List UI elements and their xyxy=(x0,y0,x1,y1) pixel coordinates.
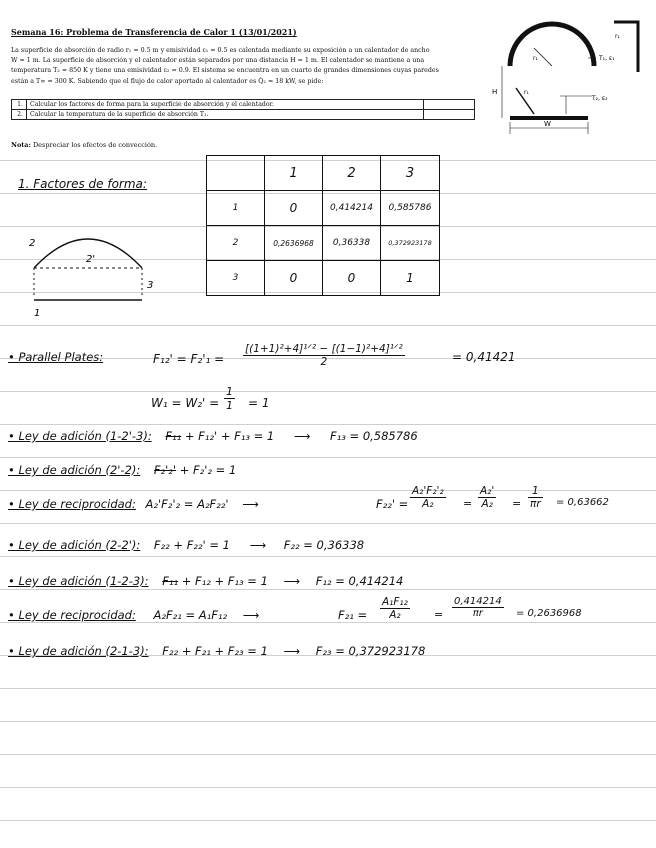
eq-result: F₁₃ = 0,585786 xyxy=(330,429,418,443)
tasks-table xyxy=(11,99,475,120)
view-factor-matrix xyxy=(206,155,440,296)
matrix-cell: 0,414214 xyxy=(323,191,381,226)
eq-terms: A₂F₂₁ = A₁F₁₂ xyxy=(153,608,228,622)
eq-parallel-result: = 0,41421 xyxy=(452,350,516,364)
statement-line: La superficie de absorción de radio r₁ = 0.5 m y emisividad ε₁ = 0.5 es calentada mediante su exposición a un calentador de ancho xyxy=(11,47,430,54)
eq-adicion-4 xyxy=(8,574,403,588)
matrix-cell: 0,372923178 xyxy=(381,226,440,261)
eq-label: • Ley de adición (2-2'): xyxy=(8,538,141,552)
eq-label: • Ley de adición (1-2-3): xyxy=(8,574,149,588)
frac-numerator: A₂'F₂'₂ xyxy=(412,485,444,497)
matrix-cell: 0,2636968 xyxy=(265,226,323,261)
eq-adicion-1 xyxy=(8,429,418,443)
fig-label-h: H xyxy=(492,88,498,96)
task-text: Calcular la temperatura de la superficie de absorción T₁. xyxy=(27,110,424,120)
problem-title: Semana 16: Problema de Transferencia de Calor 1 (13/01/2021) xyxy=(11,27,297,37)
eq-recip1-f: F₂₂' = xyxy=(376,497,409,511)
eq-recip1-frac3 xyxy=(528,485,543,510)
problem-figure xyxy=(488,16,648,142)
matrix-row-label: 1 xyxy=(207,191,265,226)
eq-terms: + F₁₂' + F₁₃ = 1 xyxy=(181,429,275,443)
eq-label: • Ley de reciprocidad: xyxy=(8,497,136,511)
eq-result: F₁₂ = 0,414214 xyxy=(315,574,404,588)
matrix-header: 2 xyxy=(323,156,381,191)
matrix-row-label: 3 xyxy=(207,261,265,296)
eq-w-lhs: W₁ = W₂' = xyxy=(151,396,220,410)
arrow-icon: ⟶ xyxy=(293,429,311,443)
eq-adicion-3 xyxy=(8,538,364,552)
frac-denominator: 2 xyxy=(320,356,328,368)
fig-label-corner: r₁ xyxy=(615,33,620,40)
eq-parallel-plates xyxy=(8,350,103,364)
task-row xyxy=(12,110,475,120)
eq-recip1-result: = 0,63662 xyxy=(556,497,609,508)
task-blank xyxy=(424,100,475,110)
frac-denominator: A₂ xyxy=(481,498,493,510)
fig-label-t2: T₂, ε₂ xyxy=(592,95,608,102)
task-row xyxy=(12,100,475,110)
sketch-label-2p: 2' xyxy=(86,254,96,265)
eq-label: • Ley de adición (2-1-3): xyxy=(8,644,149,658)
eq-reciprocidad-2 xyxy=(8,608,259,622)
arrow-icon: ⟶ xyxy=(283,644,301,658)
fig-label-r: r₁ xyxy=(533,55,538,62)
eq-label: • Ley de adición (1-2'-3): xyxy=(8,429,152,443)
eq-adicion-5 xyxy=(8,644,425,658)
frac-denominator: πr xyxy=(530,498,541,510)
matrix-cell: 0,585786 xyxy=(381,191,440,226)
matrix-header: 3 xyxy=(381,156,440,191)
matrix-row-label: 2 xyxy=(207,226,265,261)
task-number: 1. xyxy=(12,100,27,110)
eq-body xyxy=(162,574,268,588)
fig-label-q: r₁ xyxy=(524,89,529,96)
eq-label: • Ley de adición (2'-2): xyxy=(8,463,141,477)
equals-sign: = xyxy=(463,497,473,510)
eq-parallel-lhs: F₁₂' = F₂'₁ = xyxy=(153,352,225,366)
eq-recip1-frac1 xyxy=(410,485,446,510)
eq-body xyxy=(165,429,274,443)
frac-denominator: πr xyxy=(472,608,483,619)
eq-result: F₂₂ = 0,36338 xyxy=(283,538,365,552)
eq-recip2-f: F₂₁ = xyxy=(338,608,368,622)
eq-strike-term: F₂'₂' xyxy=(153,463,177,477)
problem-statement xyxy=(11,46,477,87)
matrix-cell: 0 xyxy=(323,261,381,296)
arrow-icon: ⟶ xyxy=(283,574,301,588)
eq-label: • Ley de reciprocidad: xyxy=(8,608,136,622)
eq-result: F₂₃ = 0,372923178 xyxy=(315,644,426,658)
matrix-row xyxy=(207,191,440,226)
frac-numerator: 1 xyxy=(528,485,543,498)
statement-line: temperatura T₂ = 850 K y tiene una emisividad ε₂ = 0.9. El sistema se encuentra en un cuarto de grandes dimensiones cuyas paredes xyxy=(11,67,439,75)
section-title: 1. Factores de forma: xyxy=(18,177,147,191)
eq-terms: + F₁₂ + F₁₃ = 1 xyxy=(178,574,268,588)
eq-parallel-frac xyxy=(243,343,405,368)
task-blank xyxy=(424,110,475,120)
task-number: 2. xyxy=(12,110,27,120)
eq-recip2-result: = 0,2636968 xyxy=(516,608,582,619)
matrix-cell: 0 xyxy=(265,191,323,226)
fig-label-t1: T₁, ε₁ xyxy=(599,55,615,62)
eq-adicion-2 xyxy=(8,463,236,477)
eq-strike-term: F₁₁ xyxy=(165,429,182,443)
eq-terms: F₂₂ + F₂₂' = 1 xyxy=(153,538,230,552)
matrix-header: 1 xyxy=(265,156,323,191)
task-text: Calcular los factores de forma para la superficie de absorción y el calentador. xyxy=(27,100,424,110)
eq-terms: + F₂'₂ = 1 xyxy=(176,463,237,477)
matrix-corner xyxy=(207,156,265,191)
matrix-header-row xyxy=(207,156,440,191)
absorber-arc xyxy=(510,24,594,66)
statement-line: W = 1 m. La superficie de absorción y el calentador están separados por una distancia H = 1 m. El calentador se mantiene a una xyxy=(11,57,425,65)
eq-w-result: = 1 xyxy=(248,396,270,410)
eq-recip2-frac2 xyxy=(452,596,504,619)
room-corner xyxy=(614,22,638,72)
eq-terms: F₂₂ + F₂₁ + F₂₃ = 1 xyxy=(162,644,268,658)
note-text: Despreciar los efectos de convección. xyxy=(32,141,158,149)
frac-numerator: A₁F₁₂ xyxy=(382,596,408,608)
matrix-cell: 1 xyxy=(381,261,440,296)
note-label: Nota: xyxy=(11,141,31,149)
arrow-icon: ⟶ xyxy=(242,608,260,622)
sketch-label-1: 1 xyxy=(34,308,41,318)
eq-label: • Parallel Plates: xyxy=(8,350,104,364)
eq-recip2-frac1 xyxy=(380,596,410,621)
eq-body xyxy=(154,463,236,477)
eq-terms: A₂'F₂'₂ = A₂F₂₂' xyxy=(145,497,229,511)
equals-sign: = xyxy=(434,608,444,621)
matrix-cell: 0 xyxy=(265,261,323,296)
matrix-row xyxy=(207,261,440,296)
frac-numerator: A₂' xyxy=(480,485,495,497)
statement-line: están a T∞ = 300 K. Sabiendo que el flujo de calor aportado al calentador es Q̇₂ = 18 kW, se pide: xyxy=(11,77,324,85)
frac-denominator: A₂ xyxy=(389,609,401,621)
arrow-icon: ⟶ xyxy=(242,497,259,511)
frac-numerator: [(1+1)²+4]¹ᐟ² − [(1−1)²+4]¹ᐟ² xyxy=(245,343,403,355)
sketch-label-2: 2 xyxy=(29,238,36,249)
frac-numerator: 1 xyxy=(226,385,233,398)
note xyxy=(11,141,157,149)
eq-w-frac xyxy=(224,385,235,412)
sketch-label-3: 3 xyxy=(147,280,154,291)
frac-denominator: 1 xyxy=(226,399,233,412)
matrix-row xyxy=(207,226,440,261)
equals-sign: = xyxy=(512,497,522,510)
eq-recip1-frac2 xyxy=(478,485,496,510)
view-factor-sketch xyxy=(20,218,170,318)
frac-denominator: A₂ xyxy=(422,498,434,510)
fig-label-w: W xyxy=(544,120,551,128)
arrow-icon: ⟶ xyxy=(249,538,267,552)
eq-reciprocidad-1 xyxy=(8,497,259,511)
eq-strike-term: F₁₁ xyxy=(162,574,179,588)
matrix-cell: 0,36338 xyxy=(323,226,381,261)
frac-numerator: 0,414214 xyxy=(454,596,502,607)
